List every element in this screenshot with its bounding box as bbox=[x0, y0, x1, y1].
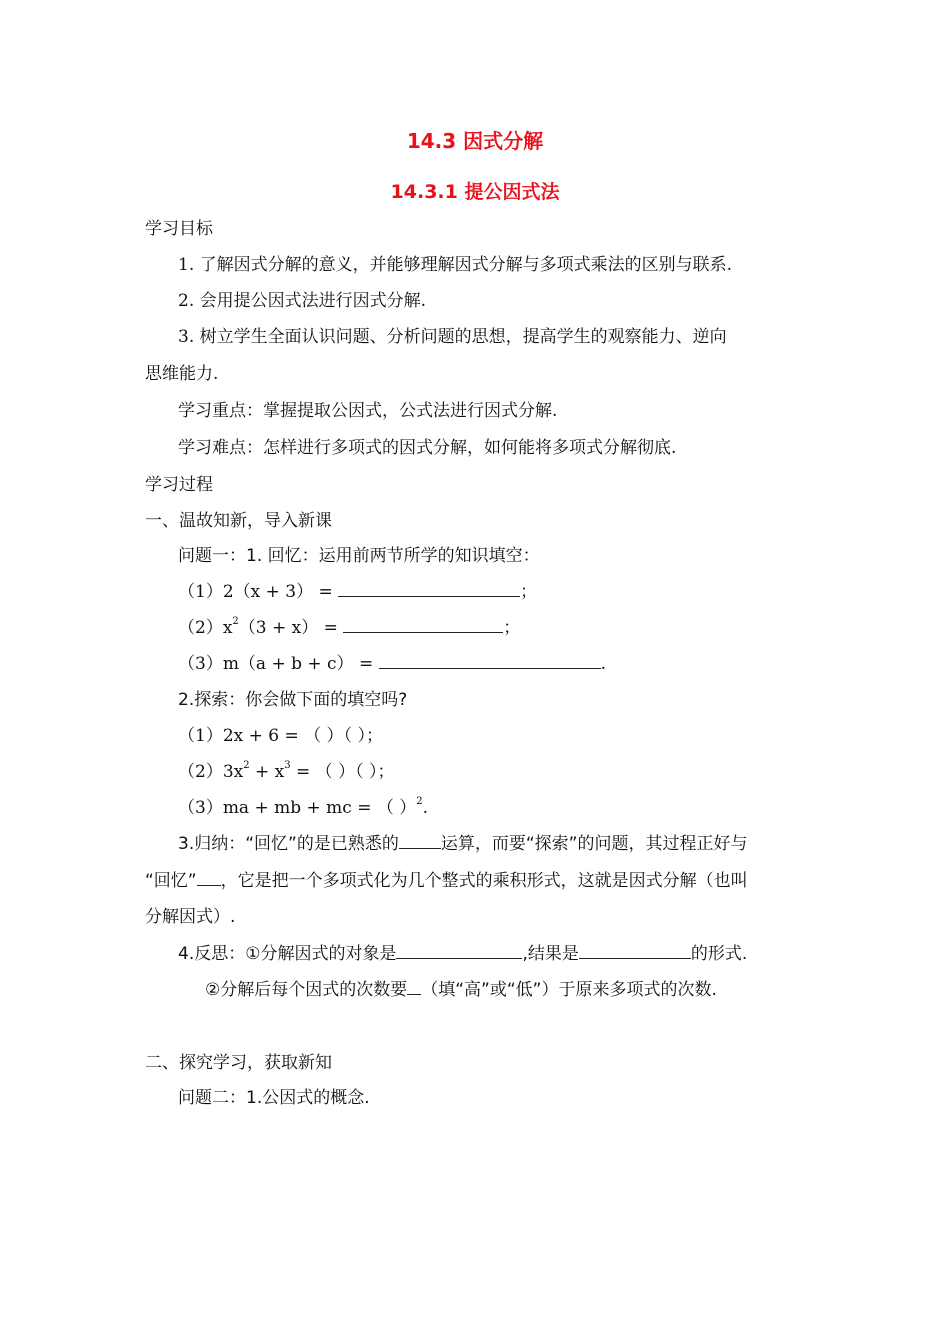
answer-blank[interactable] bbox=[396, 943, 522, 959]
induce-text-4: ，它是把一个多项式化为几个整式的乘积形式，这就是因式分解（也叫 bbox=[220, 871, 748, 891]
reflect-text-3: 的形式. bbox=[690, 944, 748, 964]
explore-item-3-end: . bbox=[422, 798, 429, 818]
induce-text-1: 3.归纳：“回忆”的是已熟悉的 bbox=[178, 834, 399, 854]
recall-item-2-pre: （2）x bbox=[178, 618, 233, 638]
explore-item-2-post: = （ ）（ ）； bbox=[290, 762, 395, 782]
induce-line-3: 分解因式）. bbox=[145, 907, 236, 927]
section-2-heading: 二、探究学习，获取新知 bbox=[145, 1053, 332, 1073]
goal-item-2: 2. 会用提公因式法进行因式分解. bbox=[178, 291, 427, 311]
question-2-intro: 问题二：1.公因式的概念. bbox=[178, 1088, 370, 1108]
answer-blank[interactable] bbox=[399, 833, 441, 849]
section-title: 14.3.1 提公因式法 bbox=[390, 181, 560, 203]
answer-blank[interactable] bbox=[407, 979, 421, 995]
recall-item-2 bbox=[178, 617, 520, 639]
recall-item-1 bbox=[178, 581, 537, 603]
key-point: 学习重点：掌握提取公因式，公式法进行因式分解. bbox=[178, 401, 558, 421]
explore-item-2-pre: （2）3x bbox=[178, 762, 244, 782]
answer-blank[interactable] bbox=[197, 870, 221, 886]
explore-intro: 2.探索：你会做下面的填空吗? bbox=[178, 690, 408, 710]
explore-item-3-pre: （3）ma + mb + mc = （ ） bbox=[178, 798, 417, 818]
goals-heading: 学习目标 bbox=[145, 219, 213, 239]
recall-item-2-end: ； bbox=[503, 618, 521, 638]
answer-blank[interactable] bbox=[379, 653, 601, 669]
explore-item-1: （1）2x + 6 = （ ）（ ）； bbox=[178, 726, 383, 746]
explore-item-2 bbox=[178, 761, 394, 783]
induce-text-3: “回忆” bbox=[145, 871, 197, 891]
goal-item-3: 3. 树立学生全面认识问题、分析问题的思想，提高学生的观察能力、逆向 bbox=[178, 327, 727, 347]
recall-item-3-text: （3）m（a + b + c） = bbox=[178, 654, 379, 674]
induce-line-2 bbox=[145, 870, 748, 892]
reflect-line-2 bbox=[205, 979, 717, 1001]
reflect-text-1: 4.反思：①分解因式的对象是 bbox=[178, 944, 397, 964]
exponent: 2 bbox=[243, 760, 250, 772]
goal-item-3-cont: 思维能力. bbox=[145, 364, 219, 384]
reflect-text-4: ②分解后每个因式的次数要 bbox=[205, 980, 408, 1000]
answer-blank[interactable] bbox=[579, 943, 691, 959]
answer-blank[interactable] bbox=[338, 581, 520, 597]
section-1-heading: 一、温故知新，导入新课 bbox=[145, 511, 332, 531]
question-1-intro: 问题一：1. 回忆：运用前两节所学的知识填空： bbox=[178, 546, 540, 566]
recall-item-1-end: ； bbox=[520, 582, 538, 602]
process-heading: 学习过程 bbox=[145, 475, 213, 495]
induce-text-2: 运算，而要“探索”的问题，其过程正好与 bbox=[440, 834, 748, 854]
recall-item-1-text: （1）2（x + 3） = bbox=[178, 582, 339, 602]
exponent: 2 bbox=[232, 616, 239, 628]
recall-item-3 bbox=[178, 653, 606, 675]
difficulty: 学习难点：怎样进行多项式的因式分解，如何能将多项式分解彻底. bbox=[178, 438, 677, 458]
exponent: 3 bbox=[284, 760, 291, 772]
answer-blank[interactable] bbox=[343, 617, 503, 633]
reflect-text-5: （填“高”或“低”）于原来多项式的次数. bbox=[421, 980, 717, 1000]
recall-item-2-post: （3 + x） = bbox=[238, 618, 344, 638]
explore-item-2-mid: + x bbox=[249, 762, 285, 782]
recall-item-3-end: . bbox=[600, 654, 607, 674]
reflect-text-2: ,结果是 bbox=[522, 944, 579, 964]
exponent: 2 bbox=[416, 796, 423, 808]
goal-item-1: 1. 了解因式分解的意义，并能够理解因式分解与多项式乘法的区别与联系. bbox=[178, 255, 733, 275]
induce-line-1 bbox=[178, 833, 747, 855]
page-title: 14.3 因式分解 bbox=[406, 129, 544, 153]
reflect-line-1 bbox=[178, 943, 747, 965]
explore-item-3 bbox=[178, 797, 428, 819]
